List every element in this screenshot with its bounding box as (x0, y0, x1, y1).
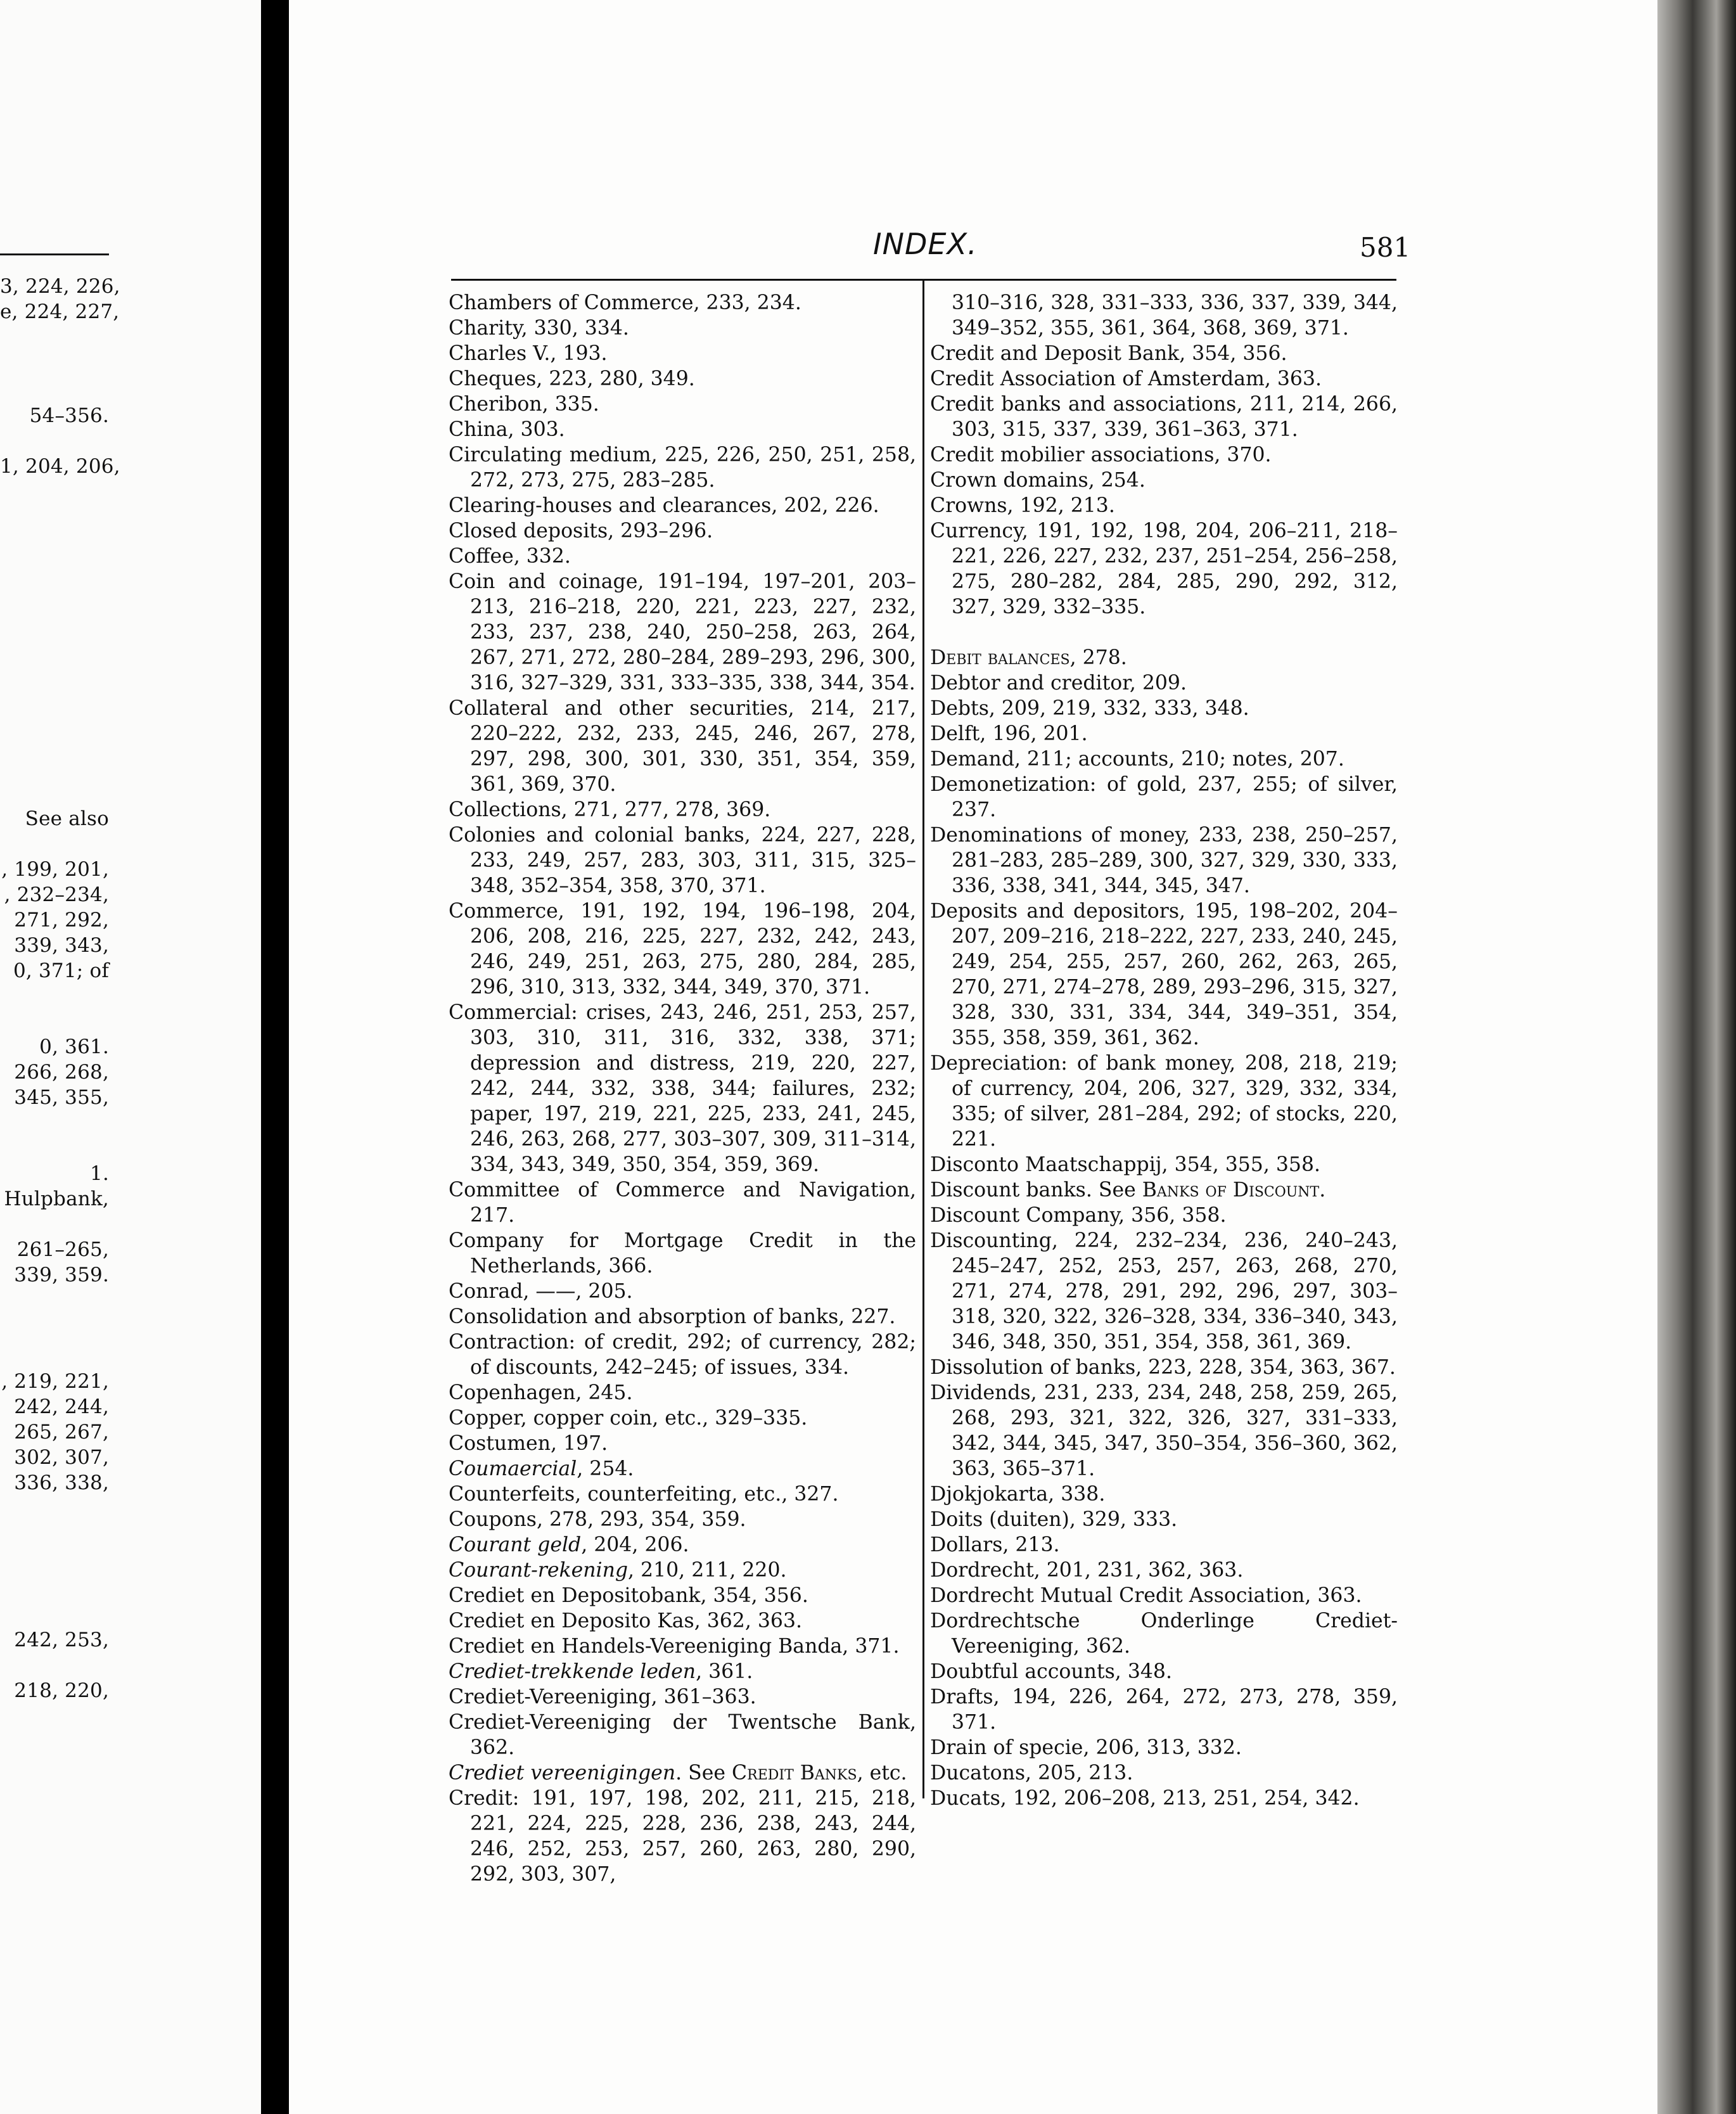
entry-heading: Doits (duiten) (930, 1508, 1069, 1531)
entry-heading: Dollars (930, 1534, 1003, 1556)
entry-references: , 211; accounts, 210; notes, 207. (1014, 748, 1344, 771)
entry-heading: Coffee (449, 545, 514, 568)
entry-references: , 223, 228, 354, 363, 367. (1135, 1356, 1396, 1379)
index-entry (449, 1558, 916, 1583)
index-entry (930, 1482, 1398, 1507)
entry-heading: Crediet en Handels-Vereeniging Banda (449, 1635, 843, 1658)
index-entry (930, 772, 1398, 823)
index-entry (930, 899, 1398, 1051)
entry-heading: Dordrechtsche Onderlinge Crediet-Vereeniging (930, 1610, 1398, 1658)
entry-references: , 209, 219, 332, 333, 348. (988, 697, 1249, 720)
left-page-fragment: 218, 220, (14, 1679, 109, 1702)
left-page-fragment: , 219, 221, (1, 1370, 109, 1393)
entry-references: , 363. (1264, 368, 1322, 390)
index-column-left (449, 290, 916, 1887)
entry-references: , 197. (550, 1432, 608, 1455)
index-entry (930, 1152, 1398, 1177)
see-reference-tail: . (1319, 1179, 1326, 1201)
entry-heading: Crediet-Vereeniging der Twentsche Bank (449, 1711, 910, 1734)
entry-references: , 327. (781, 1483, 839, 1506)
index-entry (930, 1355, 1398, 1380)
entry-heading: Commerce (449, 900, 558, 923)
entry-heading: Djokjokarta (930, 1483, 1049, 1506)
index-entry (930, 1177, 1398, 1203)
entry-references: , 227. (838, 1305, 896, 1328)
entry-heading: Contraction (449, 1331, 569, 1354)
entry-references: , 354, 355, 358. (1161, 1153, 1321, 1176)
entry-references: , 361–363. (651, 1686, 756, 1708)
entry-references: , 370. (1214, 444, 1272, 466)
left-page-fragment: 242, 244, (14, 1395, 109, 1418)
index-entry (449, 1760, 916, 1786)
left-page-fragment: See also (25, 807, 109, 830)
entry-heading: Crown domains (930, 469, 1088, 492)
entry-heading: Deposits and depositors (930, 900, 1179, 923)
index-entry (930, 1659, 1398, 1684)
entry-references: , 254. (1088, 469, 1146, 492)
entry-heading: Credit (449, 1787, 513, 1810)
entry-heading: Chambers of Commerce (449, 291, 694, 314)
entry-references: : of credit, 292; of currency, 282; of discounts, 242–245; of issues, 334. (470, 1331, 916, 1379)
index-entry (449, 366, 916, 392)
index-entry (449, 1228, 916, 1279)
index-entry (449, 1177, 916, 1228)
entry-references: , 194, 226, 264, 272, 273, 278, 359, 371. (952, 1686, 1398, 1734)
entry-references: , 293–296. (608, 520, 713, 542)
entry-heading: Crediet-Vereeniging (449, 1686, 651, 1708)
left-page-fragment: 345, 355, (14, 1086, 109, 1109)
index-entry (449, 1456, 916, 1482)
index-entry (930, 341, 1398, 366)
entry-references: , 217. (470, 1179, 916, 1227)
entry-heading: Crowns (930, 494, 1007, 517)
entry-references: , 363. (1305, 1584, 1362, 1607)
left-page-fragment: 1, 204, 206, (0, 455, 120, 478)
entry-references: , 245. (575, 1381, 633, 1404)
index-entry (449, 797, 916, 823)
entry-references: , 225, 226, 250, 251, 258, 272, 273, 275, 283–285. (470, 444, 916, 492)
entry-references: , 192, 213. (1007, 494, 1115, 517)
index-entry (930, 670, 1398, 696)
entry-references: , 204, 206. (581, 1534, 689, 1556)
entry-heading: Charles V. (449, 342, 551, 365)
entry-references: , 354, 356. (700, 1584, 808, 1607)
index-entry (930, 823, 1398, 899)
entry-references: , 362. (1073, 1635, 1131, 1658)
entry-references: , 224, 232–234, 236, 240–243, 245–247, 252, 253, 257, 263, 268, 270, 271, 274, 278, 291, 292, 296, 297, 303–318, 320, 322, 326–328, 334, 336–340, 343, 346, 348, 350, 351, 354, 358, 361, 369. (952, 1229, 1398, 1354)
entry-heading: Company for Mortgage Credit in the Netherlands (449, 1229, 916, 1278)
entry-references: , 224, 227, 228, 233, 249, 257, 283, 303, 311, 315, 325–348, 352–354, 358, 370, 371. (470, 824, 916, 897)
index-entry (930, 1608, 1398, 1659)
entry-references: , 329–335. (702, 1407, 808, 1430)
entry-heading: Debtor and creditor (930, 672, 1130, 695)
index-entry (449, 1380, 916, 1406)
entry-heading: Currency (930, 520, 1022, 542)
entry-heading: Coumaercial (449, 1457, 577, 1480)
index-entry (930, 1532, 1398, 1558)
entry-references: , 193. (550, 342, 608, 365)
index-entry (930, 1684, 1398, 1735)
entry-references: , 278, 293, 354, 359. (536, 1508, 746, 1531)
entry-heading: Crediet-trekkende leden (449, 1660, 696, 1683)
entry-heading: Circulating medium (449, 444, 651, 466)
index-entry (449, 1304, 916, 1329)
entry-references: , 354, 356. (1179, 342, 1287, 365)
left-page-fragment: 261–265, (16, 1238, 109, 1261)
entry-heading: Discount banks (930, 1179, 1086, 1201)
entry-heading: Ducats (930, 1787, 1000, 1810)
entry-references: 310–316, 328, 331–333, 336, 337, 339, 344, 349–352, 355, 361, 364, 368, 369, 371. (952, 291, 1398, 340)
index-entry (449, 1406, 916, 1431)
index-entry (930, 366, 1398, 392)
left-page-header-rule (0, 253, 109, 255)
index-entry (930, 1583, 1398, 1608)
entry-heading: Copenhagen (449, 1381, 576, 1404)
entry-heading: Conrad, —— (449, 1280, 576, 1303)
running-title: INDEX. (873, 227, 978, 261)
left-page-fragment: 271, 292, (14, 909, 109, 932)
index-entry (930, 493, 1398, 518)
entry-heading: Crediet en Deposito Kas (449, 1610, 694, 1632)
entry-references: , 214, 217, 220–222, 232, 233, 245, 246, 267, 278, 297, 298, 300, 301, 330, 351, 354, 359, 361, 369, 370. (470, 697, 916, 796)
entry-heading: Demand (930, 748, 1014, 771)
left-page-fragment: 0, 371; of (13, 959, 109, 982)
entry-references: , 231, 233, 234, 248, 258, 259, 265, 268, 293, 321, 322, 326, 327, 331–333, 342, 344, 345, 347, 350–354, 356–360, 362, 363, 365–371. (952, 1381, 1398, 1480)
entry-heading: Dordrecht Mutual Credit Association (930, 1584, 1305, 1607)
index-entry (449, 341, 916, 366)
entry-heading: China (449, 418, 508, 441)
left-page-fragment: 339, 343, (14, 934, 109, 957)
column-divider (922, 280, 924, 1798)
entry-heading: Drafts (930, 1686, 993, 1708)
index-entry (930, 1203, 1398, 1228)
entry-heading: Dordrecht (930, 1559, 1034, 1582)
index-entry (930, 392, 1398, 442)
entry-references: , 335. (542, 393, 599, 416)
index-entry (930, 1735, 1398, 1760)
entry-references: : crises, 243, 246, 251, 253, 257, 303, 310, 311, 316, 332, 338, 371; depression and distress, 219, 220, 227, 242, 244, 332, 338, 344; failures, 232; paper, 197, 219, 221, 225, 233, 241, 245, 246, 263, 268, 277, 303–307, 309, 311–314, 334, 343, 349, 350, 354, 359, 369. (470, 1001, 916, 1176)
index-entry (449, 544, 916, 569)
entry-references: , 191–194, 197–201, 203–213, 216–218, 220, 221, 223, 227, 232, 233, 237, 238, 240, 250–258, 263, 264, 267, 271, 272, 280–284, 289–293, 296, 300, 316, 327–329, 331, 333–335, 338, 344, 354. (470, 570, 916, 695)
index-entry (449, 1532, 916, 1558)
entry-heading: Courant-rekening (449, 1559, 629, 1582)
index-entry (930, 468, 1398, 493)
entry-heading: Closed deposits (449, 520, 608, 542)
index-entry (449, 899, 916, 1000)
left-page-fragment: 266, 268, (14, 1061, 109, 1084)
entry-heading: Consolidation and absorption of banks (449, 1305, 839, 1328)
entry-references: , 191, 192, 198, 204, 206–211, 218–221, 226, 227, 232, 237, 251–254, 256–258, 275, 280–282, 284, 285, 290, 292, 312, 327, 329, 332–335. (952, 520, 1398, 618)
entry-references: , 192, 206–208, 213, 251, 254, 342. (1000, 1787, 1360, 1810)
entry-heading: Denominations of money (930, 824, 1184, 847)
entry-references: , 206, 313, 332. (1083, 1736, 1242, 1759)
index-entry (449, 1608, 916, 1634)
entry-references: , 211, 214, 266, 303, 315, 337, 339, 361–363, 371. (952, 393, 1398, 441)
entry-heading: Costumen (449, 1432, 551, 1455)
entry-references: : 191, 197, 198, 202, 211, 215, 218, 221, 224, 225, 228, 236, 238, 243, 244, 246, 252, 253, 257, 260, 263, 280, 290, 292, 303, 307, (470, 1787, 916, 1886)
index-entry (449, 417, 916, 442)
entry-references: , 371. (842, 1635, 900, 1658)
left-facing-page (0, 0, 261, 2114)
index-entry (449, 1659, 916, 1684)
entry-heading: Discount Company (930, 1204, 1119, 1227)
index-entry (449, 1000, 916, 1177)
entry-references: . See (1085, 1179, 1142, 1201)
entry-references: , 205. (575, 1280, 633, 1303)
index-entry (449, 1329, 916, 1380)
entry-references: , 196, 201. (980, 722, 1088, 745)
index-entry-continuation (930, 290, 1398, 341)
left-page-fragment: 302, 307, (14, 1446, 109, 1469)
left-page-fragment: 1. (90, 1162, 109, 1185)
entry-references: , 254. (577, 1457, 634, 1480)
entry-heading: Courant geld (449, 1534, 582, 1556)
left-page-fragment: Hulpbank, (4, 1188, 109, 1210)
index-entry (930, 1051, 1398, 1152)
index-entry (449, 290, 916, 316)
entry-references: , 233, 238, 250–257, 281–283, 285–289, 300, 327, 329, 330, 333, 336, 338, 341, 344, 345, 347. (952, 824, 1398, 897)
index-entry (930, 1228, 1398, 1355)
entry-heading: Committee of Commerce and Navigation (449, 1179, 910, 1201)
entry-heading: Copper, copper coin, etc. (449, 1407, 703, 1430)
entry-references: , 213. (1002, 1534, 1060, 1556)
entry-references: , 191, 192, 194, 196–198, 204, 206, 208, 216, 225, 227, 232, 242, 243, 246, 249, 251, 263, 275, 280, 284, 285, 296, 310, 313, 332, 344, 349, 370, 371. (470, 900, 916, 999)
index-entry (449, 696, 916, 797)
entry-references: , 202, 226. (771, 494, 879, 517)
entry-heading: Depreciation (930, 1052, 1061, 1075)
entry-heading: Doubtful accounts (930, 1660, 1115, 1683)
entry-references: : of gold, 237, 255; of silver, 237. (952, 773, 1398, 821)
index-column-right (930, 290, 1398, 1811)
index-entry (449, 1431, 916, 1456)
entry-references: , 223, 280, 349. (536, 368, 695, 390)
entry-references: , 366. (596, 1255, 653, 1278)
index-entry (449, 1583, 916, 1608)
entry-heading: Cheques (449, 368, 537, 390)
left-page-fragment: , 232–234, (4, 883, 109, 906)
index-entry (449, 569, 916, 696)
entry-heading: Disconto Maatschappij (930, 1153, 1162, 1176)
entry-references: , 278. (1069, 646, 1127, 669)
entry-heading: Crediet vereenigingen (449, 1762, 676, 1784)
book-page-edges (1657, 0, 1736, 2114)
index-entry (449, 1507, 916, 1532)
index-entry (930, 1760, 1398, 1786)
entry-heading: Delft (930, 722, 980, 745)
entry-heading: Credit mobilier associations (930, 444, 1215, 466)
index-entry (449, 493, 916, 518)
entry-heading: Cheribon (449, 393, 542, 416)
page-number: 581 (1360, 232, 1411, 263)
entry-heading: Ducatons (930, 1762, 1026, 1784)
entry-heading: Debit balances (930, 646, 1070, 669)
entry-heading: Credit Association of Amsterdam (930, 368, 1265, 390)
entry-references: , 348. (1114, 1660, 1172, 1683)
left-page-fragment: 265, 267, (14, 1421, 109, 1444)
entry-references: , 356, 358. (1118, 1204, 1227, 1227)
entry-heading: Coupons (449, 1508, 537, 1531)
entry-heading: Coin and coinage (449, 570, 638, 593)
index-entry (449, 1634, 916, 1659)
entry-heading: Discounting (930, 1229, 1052, 1252)
entry-references: . See (675, 1762, 732, 1784)
index-entry (449, 1710, 916, 1760)
index-entry (930, 1786, 1398, 1811)
index-entry (449, 1482, 916, 1507)
entry-heading: Dissolution of banks (930, 1356, 1136, 1379)
index-entry (449, 823, 916, 899)
entry-heading: Crediet en Depositobank (449, 1584, 701, 1607)
see-reference: Credit Banks (732, 1762, 857, 1784)
entry-heading: Drain of specie (930, 1736, 1083, 1759)
index-entry (930, 1380, 1398, 1482)
index-entry (449, 316, 916, 341)
left-page-fragment: 242, 253, (14, 1629, 109, 1651)
index-entry (930, 442, 1398, 468)
index-entry (449, 518, 916, 544)
entry-references: , 329, 333. (1069, 1508, 1178, 1531)
left-page-fragment: 0, 361. (39, 1035, 109, 1058)
index-entry (449, 1279, 916, 1304)
letter-group-gap (930, 620, 1398, 645)
entry-references: : of bank money, 208, 218, 219; of currency, 204, 206, 327, 329, 332, 334, 335; of silver, 281–284, 292; of stocks, 220, 221. (952, 1052, 1398, 1151)
entry-heading: Debts (930, 697, 989, 720)
index-entry (930, 721, 1398, 746)
index-entry (930, 696, 1398, 721)
left-page-fragment: 336, 338, (14, 1471, 109, 1494)
entry-heading: Clearing-houses and clearances (449, 494, 772, 517)
entry-heading: Counterfeits, counterfeiting, etc. (449, 1483, 782, 1506)
left-page-fragment: 3, 224, 226, (0, 275, 120, 298)
entry-references: , 362. (470, 1711, 916, 1759)
index-entry (930, 1558, 1398, 1583)
entry-references: , 361. (696, 1660, 753, 1683)
index-entry (449, 442, 916, 493)
entry-heading: Charity (449, 317, 521, 340)
index-entry (930, 645, 1398, 670)
entry-references: , 205, 213. (1025, 1762, 1133, 1784)
entry-references: , 330, 334. (521, 317, 629, 340)
entry-references: , 195, 198–202, 204–207, 209–216, 218–222, 227, 233, 240, 245, 249, 254, 255, 257, 260, 262, 263, 265, 270, 271, 274–278, 289, 293–296, 315, 327, 328, 330, 331, 334, 344, 349–351, 354, 355, 358, 359, 361, 362. (952, 900, 1398, 1049)
entry-references: , 209. (1129, 672, 1187, 695)
entry-heading: Colonies and colonial banks (449, 824, 744, 847)
entry-references: , 303. (507, 418, 565, 441)
entry-references: , 271, 277, 278, 369. (561, 798, 771, 821)
entry-heading: Commercial (449, 1001, 571, 1024)
index-entry (449, 1786, 916, 1887)
index-entry (930, 518, 1398, 620)
entry-heading: Credit and Deposit Bank (930, 342, 1180, 365)
index-entry (930, 1507, 1398, 1532)
see-reference-tail: , etc. (857, 1762, 907, 1784)
entry-heading: Collections (449, 798, 561, 821)
index-entry (930, 746, 1398, 772)
entry-references: , 362, 363. (694, 1610, 802, 1632)
left-page-fragment: 54–356. (29, 404, 109, 427)
left-page-fragment: 339, 359. (14, 1264, 109, 1286)
entry-references: , 338. (1048, 1483, 1106, 1506)
entry-heading: Dividends (930, 1381, 1031, 1404)
index-entry (449, 392, 916, 417)
left-page-fragment: , 199, 201, (1, 858, 109, 881)
entry-heading: Collateral and other securities (449, 697, 788, 720)
entry-references: , 210, 211, 220. (628, 1559, 787, 1582)
see-reference: Banks of Discount (1142, 1179, 1320, 1201)
entry-heading: Demonetization (930, 773, 1090, 796)
index-entry (449, 1684, 916, 1710)
entry-references: , 332. (513, 545, 571, 568)
entry-references: , 233, 234. (693, 291, 801, 314)
entry-heading: Credit banks and associations (930, 393, 1237, 416)
entry-references: , 201, 231, 362, 363. (1033, 1559, 1244, 1582)
left-page-fragment: e, 224, 227, (0, 300, 120, 323)
